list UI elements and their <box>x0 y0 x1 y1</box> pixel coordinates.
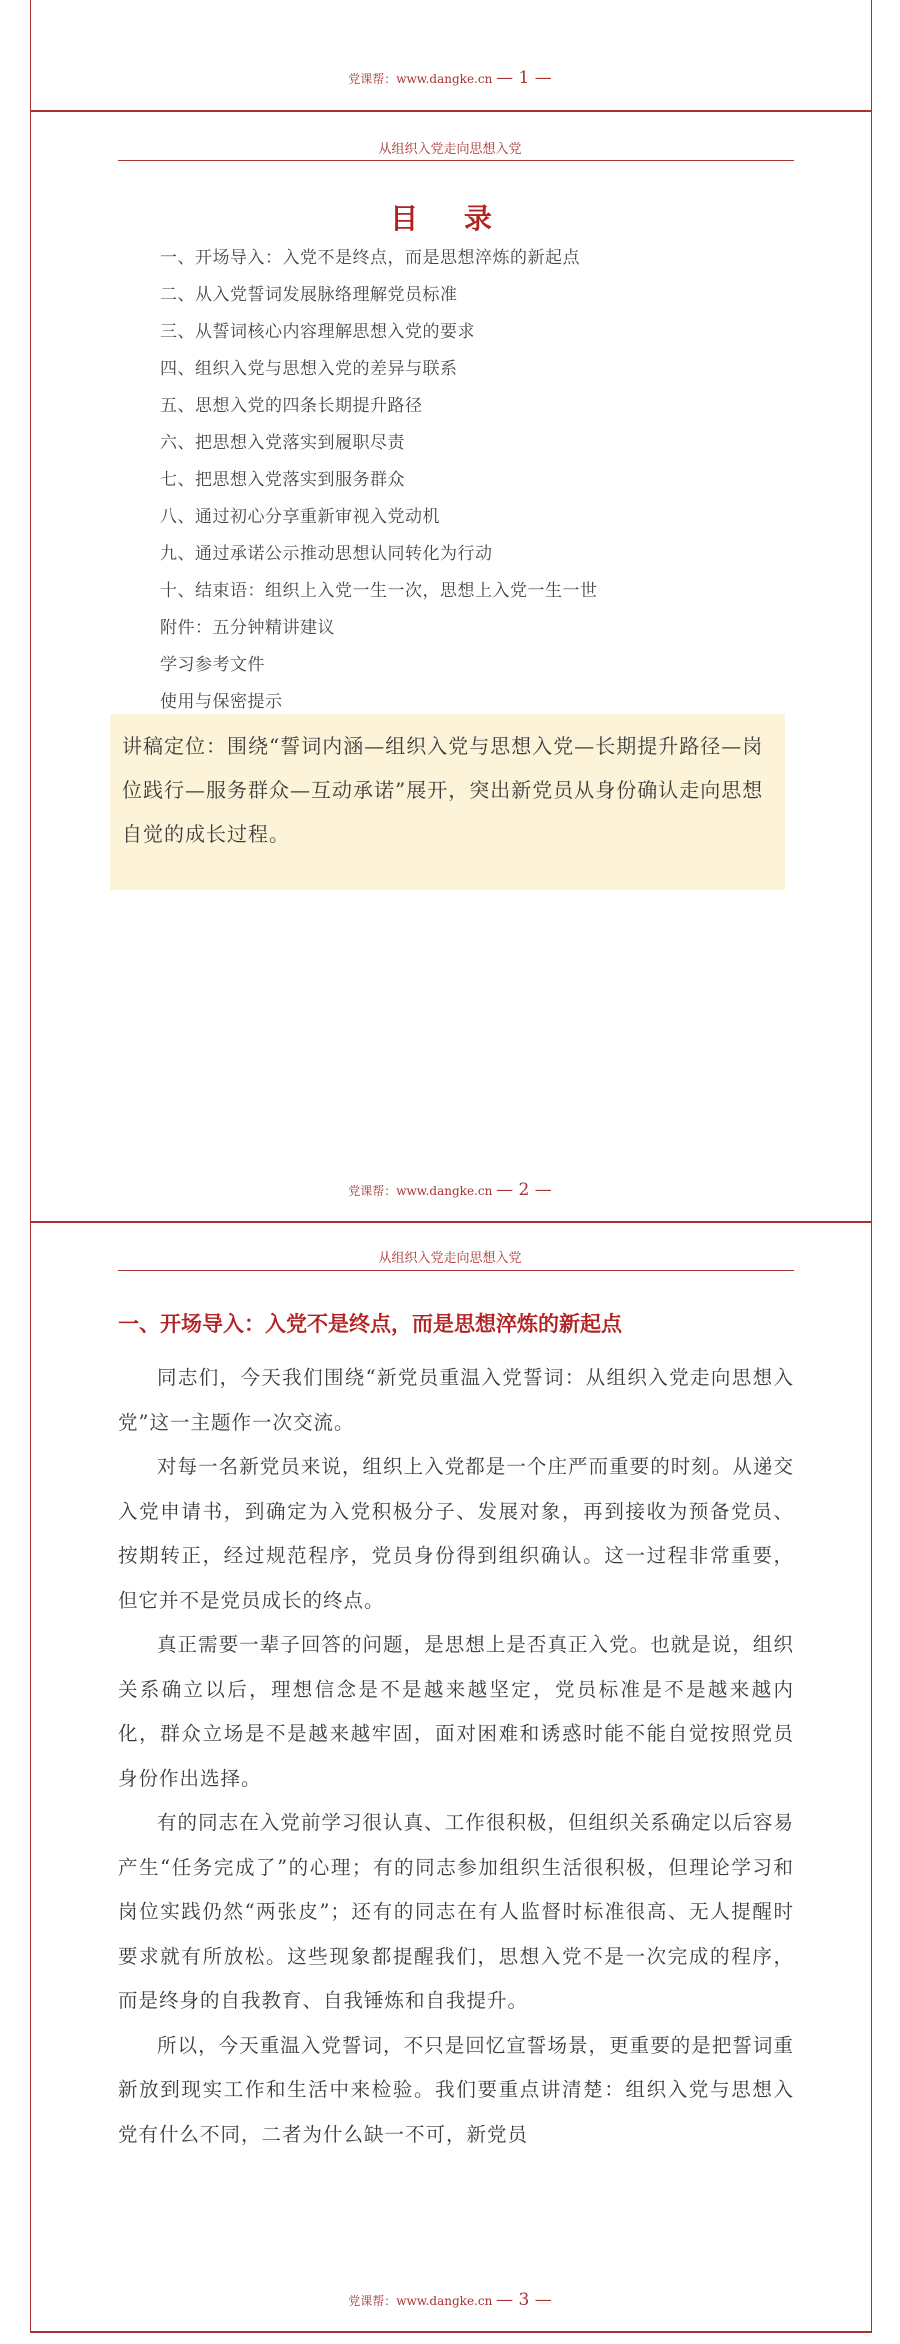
toc-item[interactable]: 六、把思想入党落实到履职尽责 <box>160 433 405 453</box>
footer-page-number: — 3 — <box>496 2290 552 2310</box>
toc-item[interactable]: 七、把思想入党落实到服务群众 <box>160 470 405 490</box>
footer-site: 党课帮：www.dangke.cn <box>348 2294 493 2308</box>
toc-item[interactable]: 二、从入党誓词发展脉络理解党员标准 <box>160 285 458 305</box>
toc-item[interactable]: 使用与保密提示 <box>160 692 283 712</box>
body-paragraph: 真正需要一辈子回答的问题，是思想上是否真正入党。也就是说，组织关系确立以后，理想信念是不是越来越坚定，党员标准是不是越来越内化，群众立场是不是越来越牢固，面对困难和诱惑时能不能自觉按照党员身份作出选择。 <box>118 1633 794 1790</box>
page-1-footer <box>0 68 900 88</box>
footer-site: 党课帮：www.dangke.cn <box>348 1184 493 1198</box>
running-header: 从组织入党走向思想入党 <box>378 1251 522 1266</box>
body-paragraph: 同志们，今天我们围绕“新党员重温入党誓词：从组织入党走向思想入党”这一主题作一次交流。 <box>118 1366 794 1434</box>
footer-page-number: — 2 — <box>496 1180 552 1200</box>
running-header: 从组织入党走向思想入党 <box>378 142 522 157</box>
footer-page-number: — 1 — <box>496 68 552 88</box>
toc-item[interactable]: 十、结束语：组织上入党一生一次，思想上入党一生一世 <box>160 581 598 601</box>
toc-item[interactable]: 一、开场导入：入党不是终点，而是思想淬炼的新起点 <box>160 248 580 268</box>
page-2-footer <box>0 1180 900 1200</box>
toc-item[interactable]: 九、通过承诺公示推动思想认同转化为行动 <box>160 544 493 564</box>
body-paragraph: 有的同志在入党前学习很认真、工作很积极，但组织关系确定以后容易产生“任务完成了”的心理；有的同志参加组织生活很积极，但理论学习和岗位实践仍然“两张皮”；还有的同志在有人监督时标准很高、无人提醒时要求就有所放松。这些现象都提醒我们，思想入党不是一次完成的程序，而是终身的自我教育、自我锤炼和自我提升。 <box>118 1811 794 2012</box>
toc-title: 目 录 <box>390 202 510 235</box>
page-3-footer <box>0 2290 900 2310</box>
section-heading: 一、开场导入：入党不是终点，而是思想淬炼的新起点 <box>118 1312 622 1336</box>
running-header-rule <box>118 1270 794 1271</box>
section-body <box>118 1356 794 2157</box>
script-positioning-note: 讲稿定位：围绕“誓词内涵—组织入党与思想入党—长期提升路径—岗位践行—服务群众—互动承诺”展开，突出新党员从身份确认走向思想自觉的成长过程。 <box>110 714 785 890</box>
toc-item[interactable]: 附件：五分钟精讲建议 <box>160 618 335 638</box>
toc-item[interactable]: 五、思想入党的四条长期提升路径 <box>160 396 423 416</box>
body-paragraph: 所以，今天重温入党誓词，不只是回忆宣誓场景，更重要的是把誓词重新放到现实工作和生活中来检验。我们要重点讲清楚：组织入党与思想入党有什么不同，二者为什么缺一不可，新党员 <box>118 2033 794 2146</box>
toc-item[interactable]: 三、从誓词核心内容理解思想入党的要求 <box>160 322 475 342</box>
toc-item[interactable]: 八、通过初心分享重新审视入党动机 <box>160 507 440 527</box>
toc-item[interactable]: 学习参考文件 <box>160 655 265 675</box>
page-divider <box>30 2331 872 2333</box>
running-header-rule <box>118 160 794 161</box>
body-paragraph: 对每一名新党员来说，组织上入党都是一个庄严而重要的时刻。从递交入党申请书，到确定为入党积极分子、发展对象，再到接收为预备党员、按期转正，经过规范程序，党员身份得到组织确认。这一过程非常重要，但它并不是党员成长的终点。 <box>118 1455 794 1612</box>
toc-list <box>160 243 598 724</box>
page-1-frame <box>30 0 872 110</box>
footer-site: 党课帮：www.dangke.cn <box>348 72 493 86</box>
toc-item[interactable]: 四、组织入党与思想入党的差异与联系 <box>160 359 458 379</box>
